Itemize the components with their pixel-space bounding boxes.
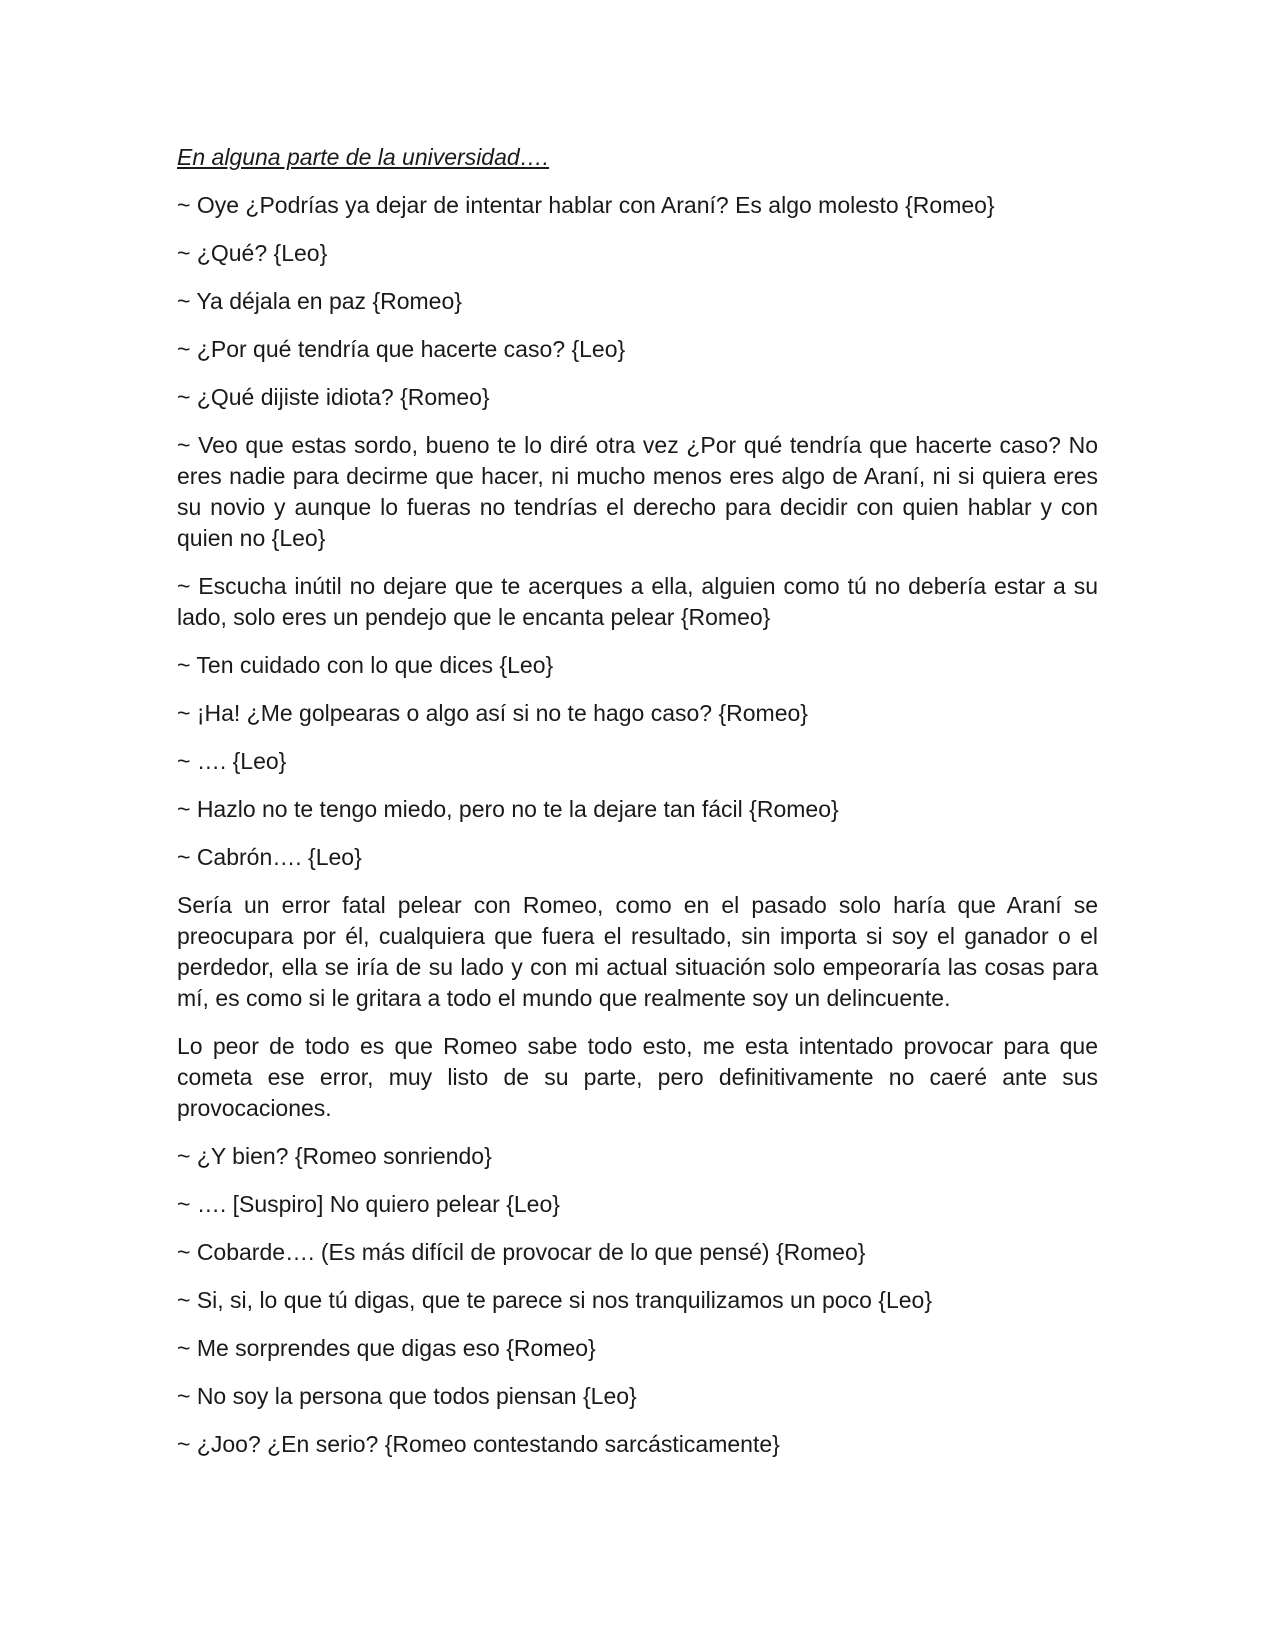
dialogue-line: ~ Veo que estas sordo, bueno te lo diré otra vez ¿Por qué tendría que hacerte caso? No eres nadie para decirme que hacer, ni mucho menos eres algo de Araní, ni si quiera eres su novio y aunque lo fueras no tendrías el derecho para decidir con quien hablar y con quien no {Leo} (177, 432, 1098, 551)
dialogue-line: ~ Me sorprendes que digas eso {Romeo} (177, 1335, 596, 1361)
dialogue-line: ~ Hazlo no te tengo miedo, pero no te la dejare tan fácil {Romeo} (177, 796, 839, 822)
dialogue-line: ~ ¡Ha! ¿Me golpearas o algo así si no te hago caso? {Romeo} (177, 700, 808, 726)
dialogue-line: ~ ¿Joo? ¿En serio? {Romeo contestando sarcásticamente} (177, 1431, 780, 1457)
dialogue-line: ~ ¿Qué dijiste idiota? {Romeo} (177, 384, 490, 410)
document-page (177, 142, 1098, 1477)
dialogue-line: ~ Oye ¿Podrías ya dejar de intentar hablar con Araní? Es algo molesto {Romeo} (177, 192, 995, 218)
dialogue-line: ~ …. {Leo} (177, 748, 287, 774)
narration-paragraph: Sería un error fatal pelear con Romeo, como en el pasado solo haría que Araní se preocupara por él, cualquiera que fuera el resultado, sin importa si soy el ganador o el perdedor, ella se iría de su lado y con mi actual situación solo empeoraría las cosas para mí, es como si le gritara a todo el mundo que realmente soy un delincuente. (177, 892, 1098, 1011)
dialogue-line: ~ Cobarde…. (Es más difícil de provocar de lo que pensé) {Romeo} (177, 1239, 866, 1265)
scene-heading: En alguna parte de la universidad…. (177, 144, 550, 170)
dialogue-line: ~ Cabrón…. {Leo} (177, 844, 362, 870)
dialogue-line: ~ Ten cuidado con lo que dices {Leo} (177, 652, 554, 678)
dialogue-line: ~ …. [Suspiro] No quiero pelear {Leo} (177, 1191, 560, 1217)
dialogue-line: ~ Ya déjala en paz {Romeo} (177, 288, 462, 314)
dialogue-line: ~ No soy la persona que todos piensan {Leo} (177, 1383, 637, 1409)
narration-paragraph: Lo peor de todo es que Romeo sabe todo esto, me esta intentado provocar para que cometa ese error, muy listo de su parte, pero definitivamente no caeré ante sus provocaciones. (177, 1033, 1098, 1121)
dialogue-line: ~ ¿Qué? {Leo} (177, 240, 328, 266)
dialogue-line: ~ ¿Y bien? {Romeo sonriendo} (177, 1143, 492, 1169)
dialogue-line: ~ ¿Por qué tendría que hacerte caso? {Leo} (177, 336, 626, 362)
dialogue-line: ~ Si, si, lo que tú digas, que te parece si nos tranquilizamos un poco {Leo} (177, 1287, 933, 1313)
dialogue-line: ~ Escucha inútil no dejare que te acerques a ella, alguien como tú no debería estar a su lado, solo eres un pendejo que le encanta pelear {Romeo} (177, 573, 1098, 630)
